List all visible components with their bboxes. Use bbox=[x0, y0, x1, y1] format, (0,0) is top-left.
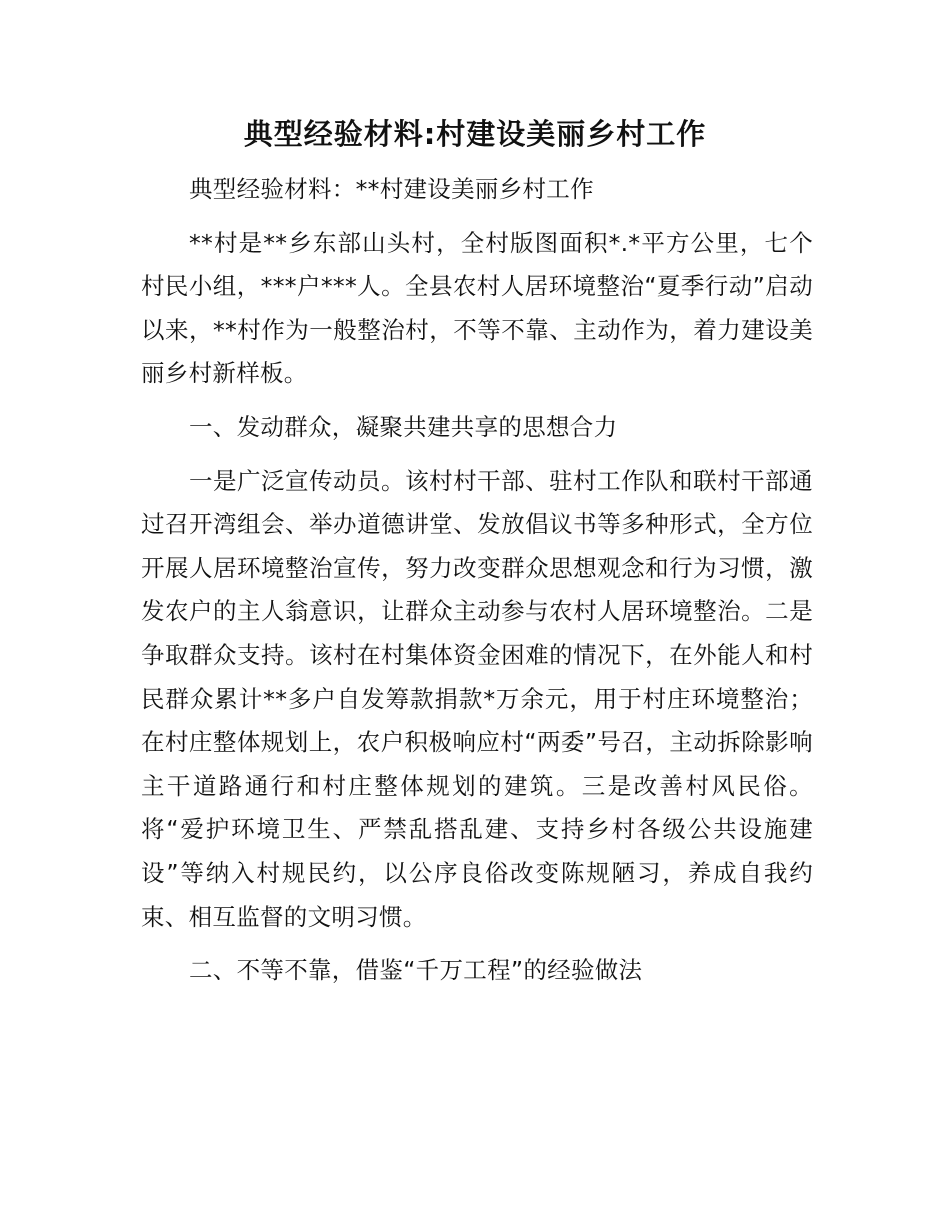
section-heading-2: 二、不等不靠，借鉴“千万工程”的经验做法 bbox=[189, 956, 643, 985]
section-1-paragraph: 一是广泛宣传动员。该村村干部、驻村工作队和联村干部通过召开湾组会、举办道德讲堂、发放倡议书等多种形式，全方位开展人居环境整治宣传，努力改变群众思想观念和行为习惯，激发农户的主人翁意识，让群众主动参与农村人居环境整治。二是争取群众支持。该村在村集体资金困难的情况下，在外能人和村民群众累计**多户自发筹款捐款*万余元，用于村庄环境整治；在村庄整体规划上，农户积极响应村“两委”号召，主动拆除影响主干道路通行和村庄整体规划的建筑。三是改善村风民俗。将“爱护环境卫生、严禁乱搭乱建、支持乡村各级公共设施建设”等纳入村规民约，以公序良俗改变陈规陋习，养成自我约束、相互监督的文明习惯。 bbox=[141, 466, 813, 931]
intro-paragraph: **村是**乡东部山头村，全村版图面积*.*平方公里，七个村民小组，***户***人。全县农村人居环境整治“夏季行动”启动以来，**村作为一般整治村，不等不靠、主动作为，着力建设美丽乡村新样板。 bbox=[141, 228, 813, 388]
subtitle-paragraph: 典型经验材料：**村建设美丽乡村工作 bbox=[189, 175, 594, 203]
section-heading-1: 一、发动群众，凝聚共建共享的思想合力 bbox=[189, 412, 618, 441]
document-title: 典型经验材料:村建设美丽乡村工作 bbox=[243, 117, 707, 151]
document-body bbox=[141, 168, 813, 993]
